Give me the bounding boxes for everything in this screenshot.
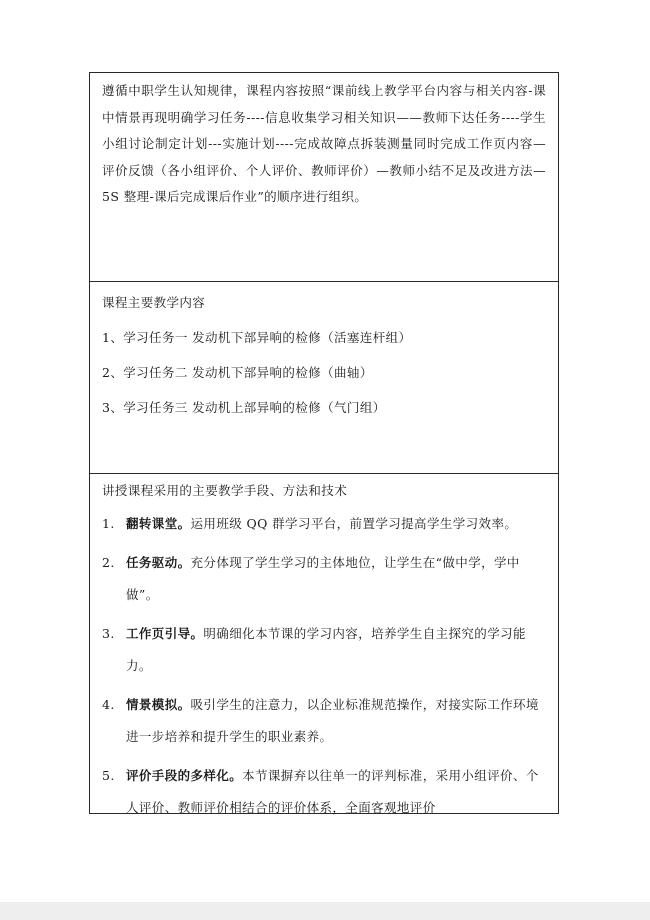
method-number: 5. bbox=[102, 768, 115, 783]
course-organization-text: 遵循中职学生认知规律，课程内容按照“课前线上教学平台内容与相关内容-课中情景再现明确学习任务----信息收集学习相关知识——教师下达任务----学生小组讨论制定计划---实施计划----完成故障点拆装测量同时完成工作页内容—评价反馈（各小组评价、个人评价、教师评价）—教师小结不足及改进方法—5S 整理-课后完成课后作业”的顺序进行组织。 bbox=[102, 83, 546, 204]
method-number: 2. bbox=[102, 555, 115, 570]
method-item-1 bbox=[102, 508, 546, 540]
teaching-content-cell bbox=[90, 281, 558, 473]
content-item-1: 1、学习任务一 发动机下部异响的检修（活塞连杆组） bbox=[102, 330, 412, 345]
method-number: 1. bbox=[102, 516, 115, 531]
method-heading: 情景模拟。 bbox=[126, 697, 191, 712]
course-organization-cell bbox=[90, 73, 558, 281]
teaching-content-title: 课程主要教学内容 bbox=[102, 295, 206, 310]
method-heading: 任务驱动。 bbox=[126, 555, 191, 570]
method-heading: 评价手段的多样化。 bbox=[126, 768, 243, 783]
document-table bbox=[89, 72, 559, 814]
method-item-3 bbox=[102, 618, 546, 682]
content-item-2: 2、学习任务二 发动机下部异响的检修（曲轴） bbox=[102, 365, 373, 380]
method-text: 本节课摒弃以往单一的评判标准，采用小组评价、个人评价、教师评价相结合的评价体系，全面客观地评价 bbox=[126, 768, 539, 815]
teaching-methods-cell bbox=[90, 473, 558, 813]
teaching-methods-title: 讲授课程采用的主要教学手段、方法和技术 bbox=[102, 483, 348, 498]
method-text: 充分体现了学生学习的主体地位，让学生在“做中学，学中做”。 bbox=[126, 555, 520, 602]
teaching-methods-list bbox=[102, 508, 546, 824]
method-heading: 工作页引导。 bbox=[126, 626, 204, 641]
method-heading: 翻转课堂。 bbox=[126, 516, 191, 531]
method-text: 明确细化本节课的学习内容，培养学生自主探究的学习能力。 bbox=[126, 626, 526, 673]
method-item-2 bbox=[102, 547, 546, 611]
content-item-3: 3、学习任务三 发动机上部异响的检修（气门组） bbox=[102, 400, 386, 415]
method-item-5 bbox=[102, 760, 546, 824]
method-number: 4. bbox=[102, 697, 115, 712]
method-item-4 bbox=[102, 689, 546, 753]
method-text: 运用班级 QQ 群学习平台，前置学习提高学生学习效率。 bbox=[190, 516, 518, 531]
page-bottom-strip bbox=[0, 902, 650, 920]
method-text: 吸引学生的注意力，以企业标准规范操作，对接实际工作环境进一步培养和提升学生的职业素养。 bbox=[126, 697, 539, 744]
method-number: 3. bbox=[102, 626, 115, 641]
